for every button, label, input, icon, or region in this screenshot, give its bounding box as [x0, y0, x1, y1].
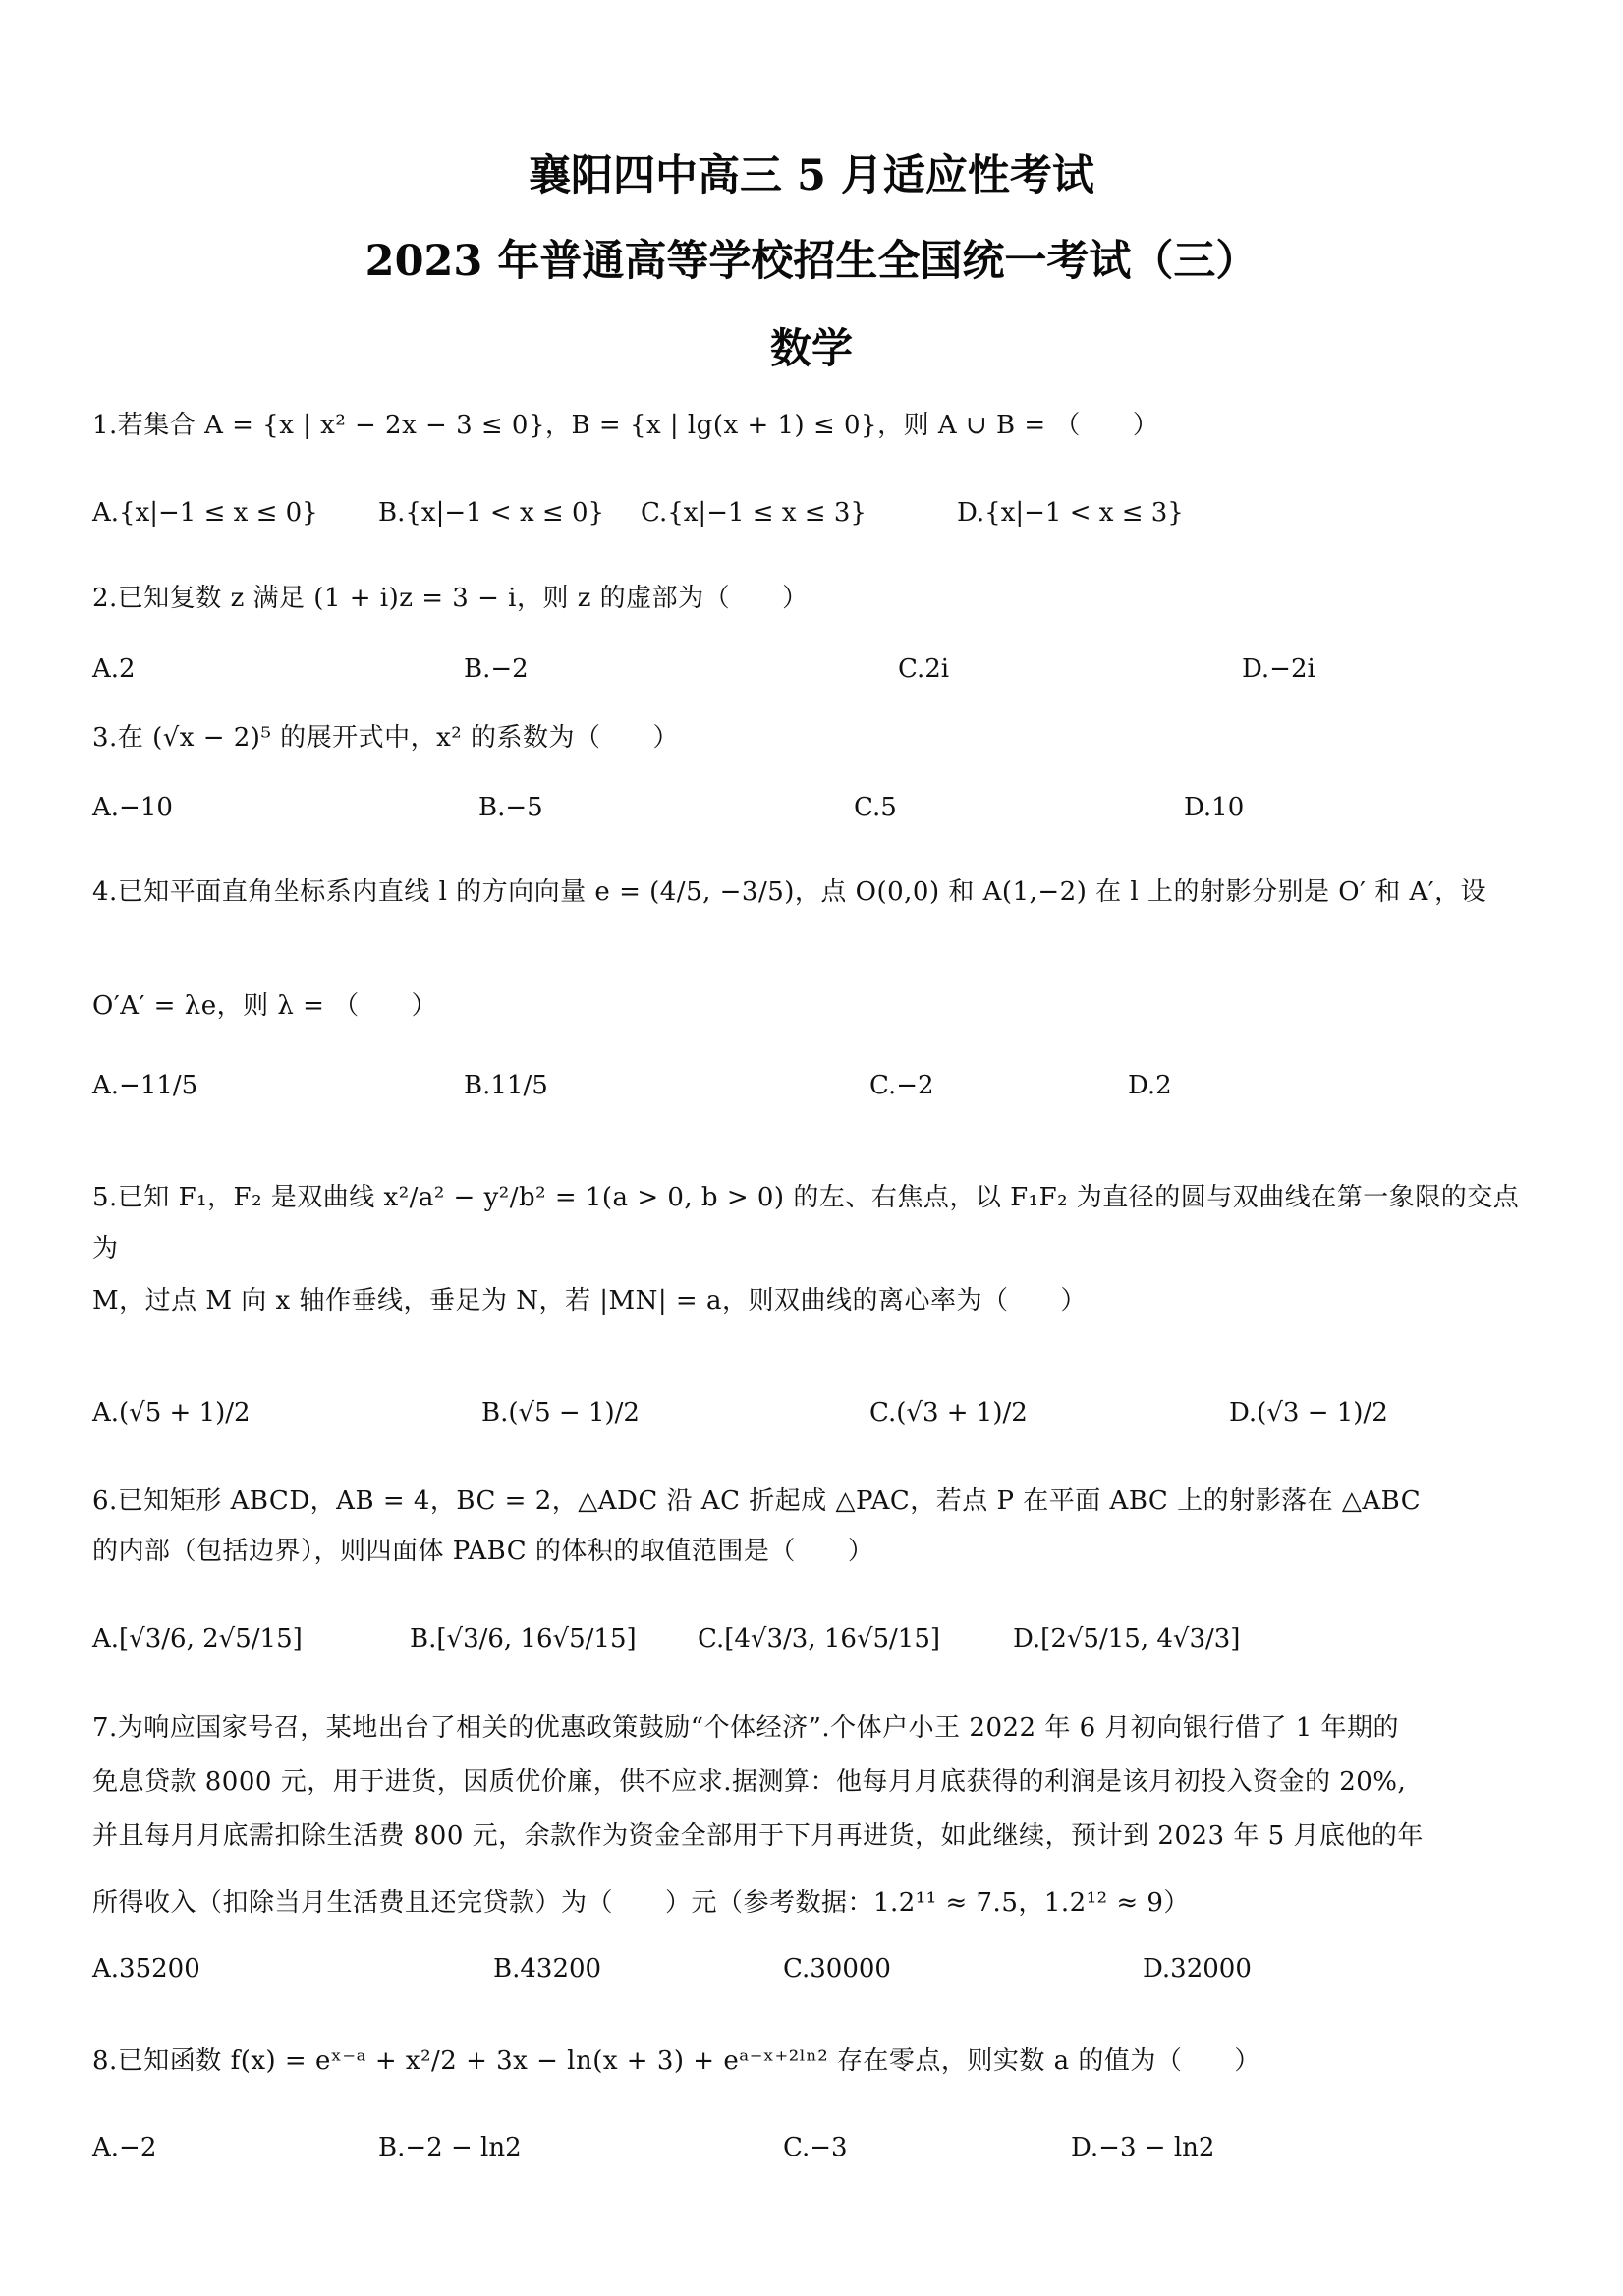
question-1-option-a: A.{x|−1 ≤ x ≤ 0} — [92, 498, 318, 528]
question-2-option-d: D.−2i — [1242, 654, 1315, 684]
question-8-stem: 8.已知函数 f(x) = eˣ⁻ᵃ + x²/2 + 3x − ln(x + 3) + eᵃ⁻ˣ⁺²ˡⁿ² 存在零点，则实数 a 的值为（ ） — [92, 2046, 1260, 2076]
question-3-stem: 3.在 (√x − 2)⁵ 的展开式中，x² 的系数为（ ） — [92, 723, 679, 753]
question-4-stem-line1: 4.已知平面直角坐标系内直线 l 的方向向量 e = (4/5, −3/5)，点 O(0,0) 和 A(1,−2) 在 l 上的射影分别是 O′ 和 A′，设 — [92, 877, 1487, 907]
question-2-option-b: B.−2 — [464, 654, 529, 684]
question-4-option-c: C.−2 — [869, 1071, 934, 1100]
question-3-option-a: A.−10 — [92, 793, 173, 822]
question-3-option-b: B.−5 — [478, 793, 543, 822]
question-1-option-c: C.{x|−1 ≤ x ≤ 3} — [641, 498, 867, 528]
question-5-option-d: D.(√3 − 1)/2 — [1229, 1398, 1388, 1428]
question-6-stem-line2: 的内部（包括边界），则四面体 PABC 的体积的取值范围是（ ） — [92, 1537, 874, 1566]
school-title: 襄阳四中高三 5 月适应性考试 — [529, 151, 1094, 200]
question-2-option-a: A.2 — [92, 654, 136, 684]
question-8-option-c: C.−3 — [783, 2133, 848, 2162]
question-8-option-d: D.−3 − ln2 — [1071, 2133, 1215, 2162]
question-6-option-b: B.[√3/6, 16√5/15] — [410, 1624, 637, 1653]
question-3-option-c: C.5 — [854, 793, 897, 822]
question-6-stem-line1: 6.已知矩形 ABCD，AB = 4，BC = 2，△ADC 沿 AC 折起成 △PAC，若点 P 在平面 ABC 上的射影落在 △ABC — [92, 1486, 1422, 1516]
question-5-option-c: C.(√3 + 1)/2 — [869, 1398, 1028, 1428]
question-7-option-c: C.30000 — [783, 1954, 891, 1984]
question-7-option-b: B.43200 — [493, 1954, 602, 1984]
question-7-stem-line1: 7.为响应国家号召，某地出台了相关的优惠政策鼓励“个体经济”.个体户小王 2022 年 6 月初向银行借了 1 年期的 — [92, 1713, 1399, 1743]
question-7-option-a: A.35200 — [92, 1954, 200, 1984]
question-5-stem-line1: 5.已知 F₁，F₂ 是双曲线 x²/a² − y²/b² = 1(a > 0, b > 0) 的左、右焦点，以 F₁F₂ 为直径的圆与双曲线在第一象限的交点为 — [92, 1183, 1520, 1263]
question-4-stem-line2: O′A′ = λe，则 λ = （ ） — [92, 991, 438, 1021]
question-1-option-b: B.{x|−1 < x ≤ 0} — [378, 498, 605, 528]
question-1-stem: 1.若集合 A = {x | x² − 2x − 3 ≤ 0}，B = {x | lg(x + 1) ≤ 0}，则 A ∪ B = （ ） — [92, 411, 1159, 440]
question-8-option-a: A.−2 — [92, 2133, 157, 2162]
question-8-option-b: B.−2 − ln2 — [378, 2133, 522, 2162]
question-4-option-a: A.−11/5 — [92, 1071, 198, 1100]
question-6-option-a: A.[√3/6, 2√5/15] — [92, 1624, 303, 1653]
question-5-option-b: B.(√5 − 1)/2 — [481, 1398, 640, 1428]
question-6-option-d: D.[2√5/15, 4√3/3] — [1013, 1624, 1241, 1653]
question-5-stem-line2: M，过点 M 向 x 轴作垂线，垂足为 N，若 |MN| = a，则双曲线的离心率为（ ） — [92, 1286, 1087, 1316]
question-7-stem-line2: 免息贷款 8000 元，用于进货，因质优价廉，供不应求.据测算：他每月月底获得的利润是该月初投入资金的 20%, — [92, 1767, 1407, 1797]
question-7-stem-line3: 并且每月月底需扣除生活费 800 元，余款作为资金全部用于下月再进货，如此继续，预计到 2023 年 5 月底他的年 — [92, 1821, 1424, 1851]
question-7-option-d: D.32000 — [1143, 1954, 1252, 1984]
question-4-option-d: D.2 — [1128, 1071, 1172, 1100]
question-4-option-b: B.11/5 — [464, 1071, 548, 1100]
exam-title: 2023 年普通高等学校招生全国统一考试（三） — [364, 237, 1259, 286]
question-3-option-d: D.10 — [1184, 793, 1245, 822]
question-5-option-a: A.(√5 + 1)/2 — [92, 1398, 251, 1428]
question-2-option-c: C.2i — [898, 654, 950, 684]
question-2-stem: 2.已知复数 z 满足 (1 + i)z = 3 − i，则 z 的虚部为（ ） — [92, 584, 809, 613]
question-7-stem-line4: 所得收入（扣除当月生活费且还完贷款）为（ ）元（参考数据：1.2¹¹ ≈ 7.5，1.2¹² ≈ 9） — [92, 1888, 1190, 1918]
question-6-option-c: C.[4√3/3, 16√5/15] — [698, 1624, 941, 1653]
subject-title: 数学 — [769, 324, 853, 372]
question-1-option-d: D.{x|−1 < x ≤ 3} — [957, 498, 1184, 528]
